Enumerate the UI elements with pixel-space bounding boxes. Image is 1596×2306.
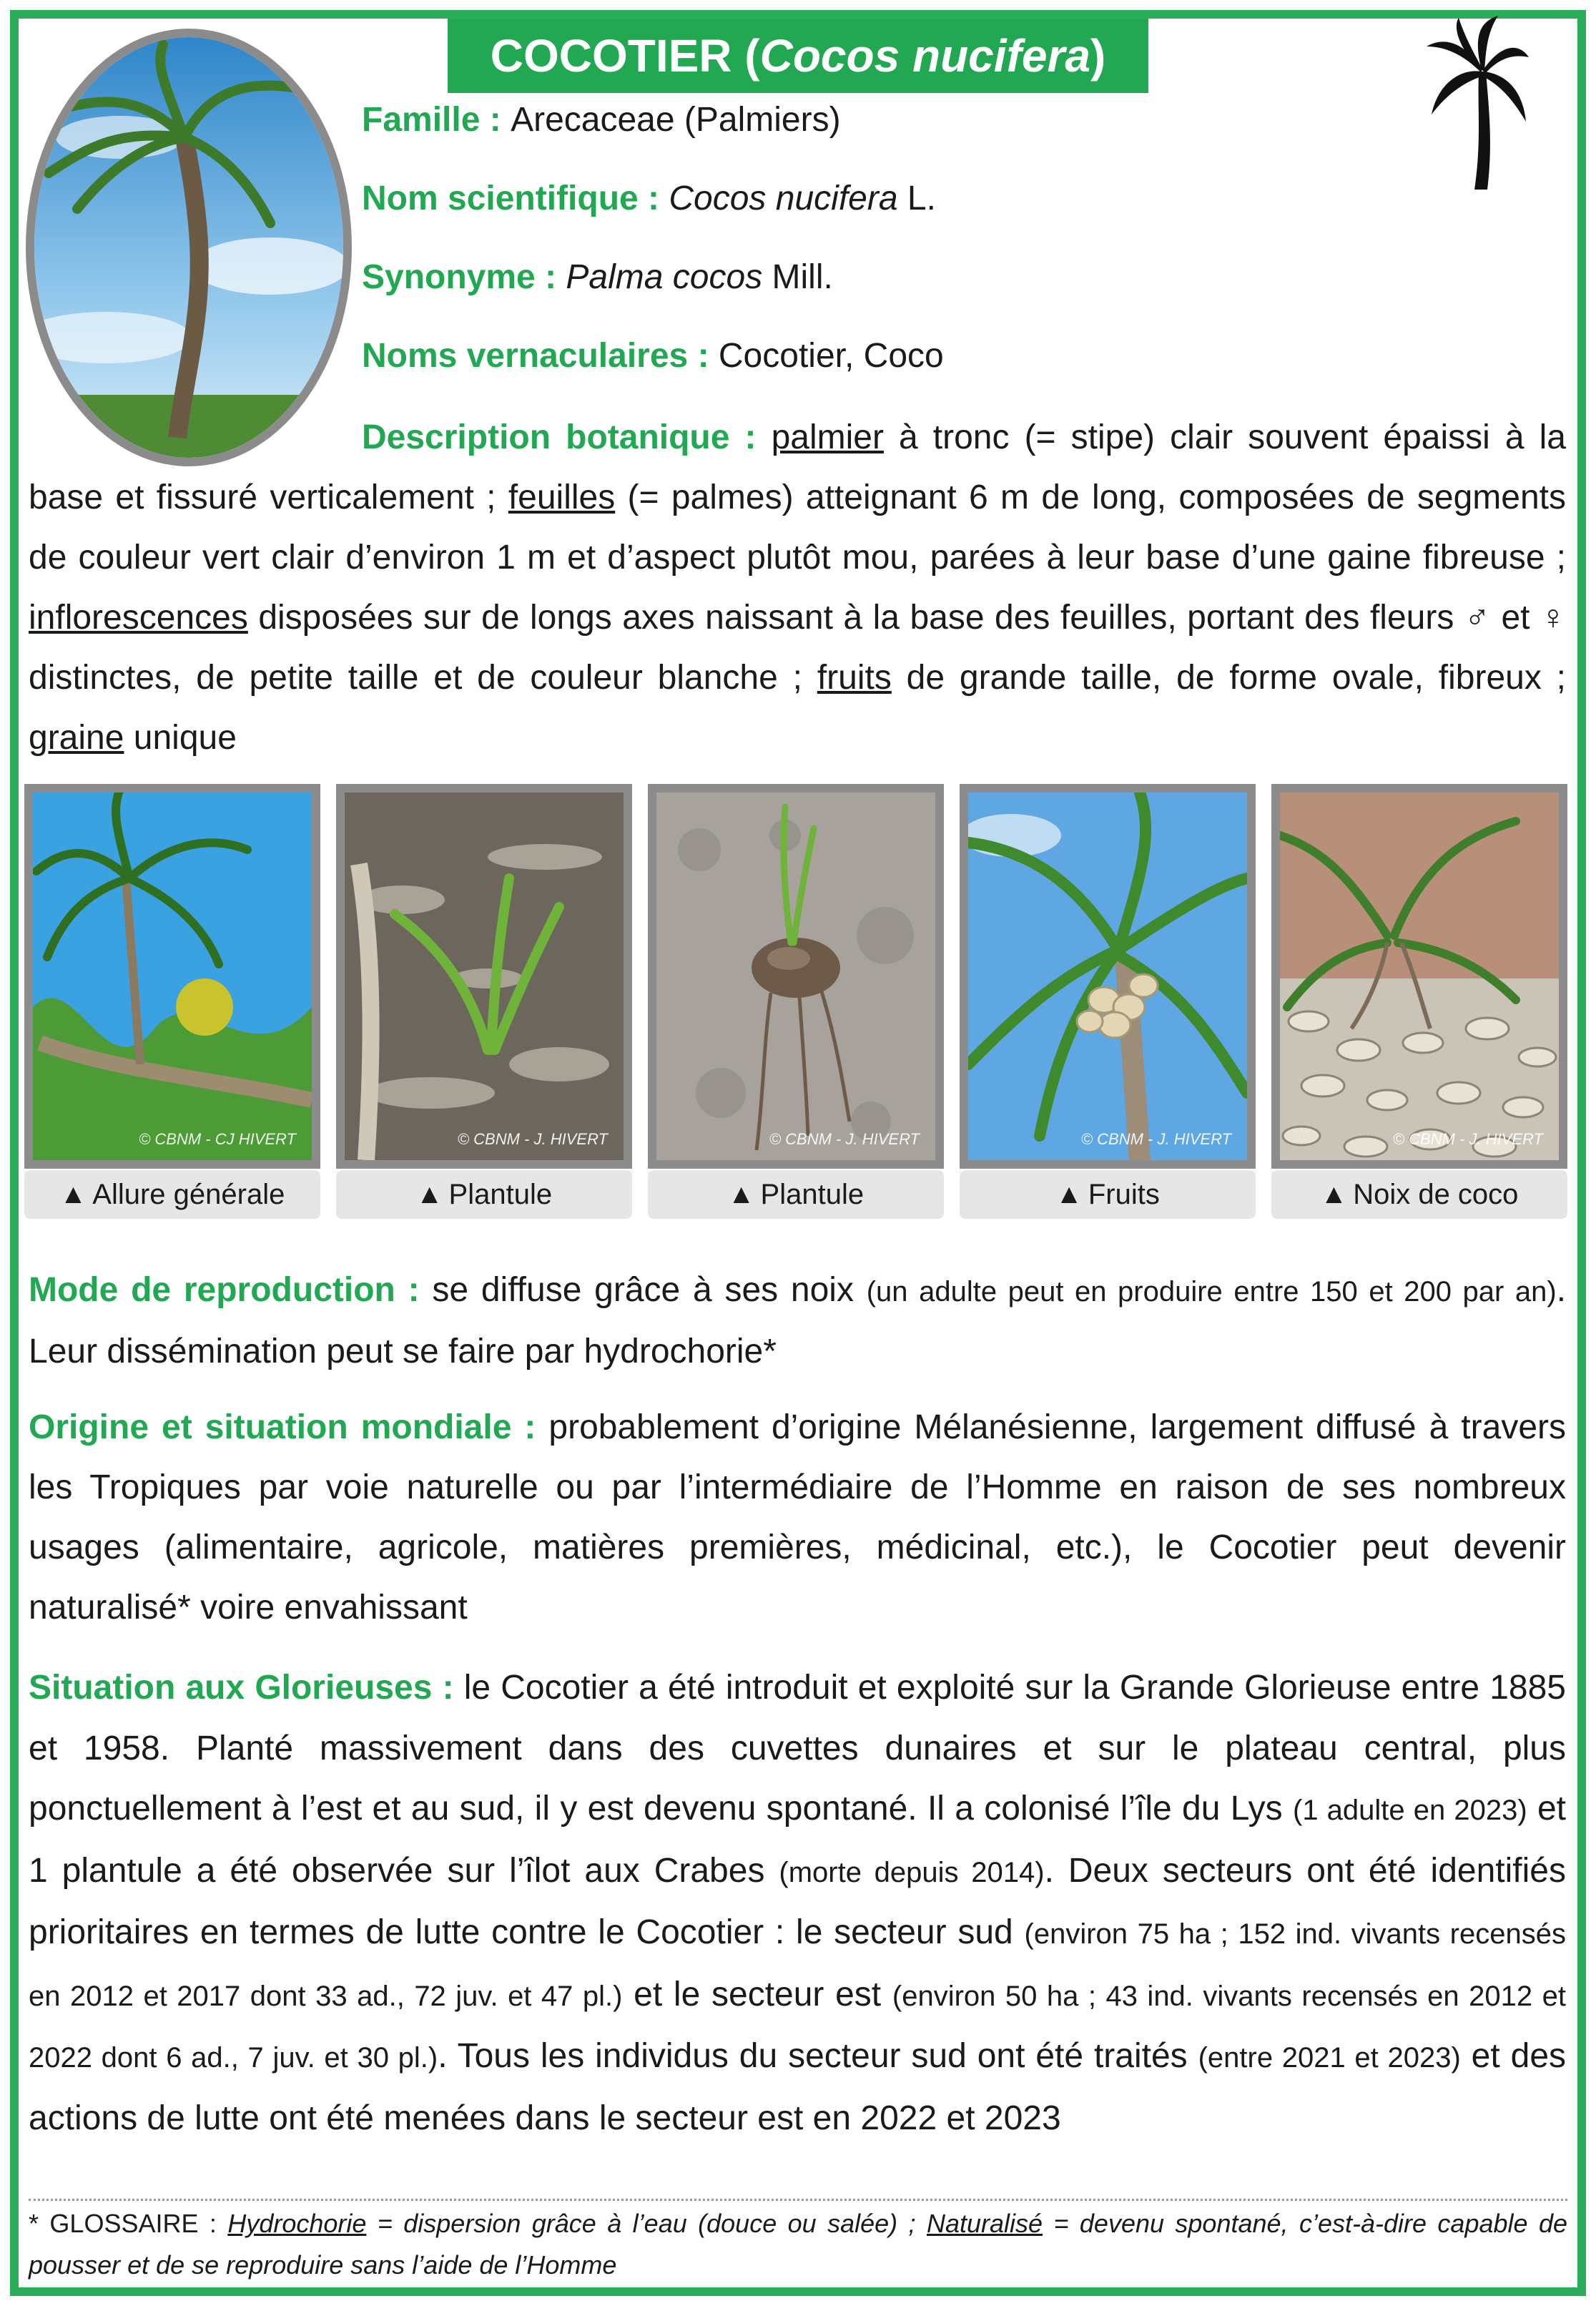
reproduction-text-2: . Leur dissémination peut se faire par hydrochorie* <box>29 1271 1567 1370</box>
noms-vernaculaires-value: Cocotier, Coco <box>718 337 944 375</box>
caption-text: Plantule <box>760 1178 864 1210</box>
synonyme-line <box>362 256 833 299</box>
situation-note-1: (1 adulte en 2023) <box>1293 1795 1527 1826</box>
triangle-up-icon: ▲ <box>1055 1179 1083 1210</box>
mode-de-reproduction <box>29 1260 1566 1382</box>
glossary-divider <box>29 2199 1567 2201</box>
situation-text-5: . Tous les individus du secteur sud ont été traités <box>438 2037 1198 2075</box>
page-title <box>448 19 1148 93</box>
caption-noix-de-coco <box>1271 1170 1567 1219</box>
nom-scientifique-author: L. <box>897 180 936 217</box>
term-fruits: fruits <box>817 659 892 697</box>
situation-text-6: et des actions de lutte ont été menées dans le secteur est en 2022 et 2023 <box>29 2037 1567 2137</box>
triangle-up-icon: ▲ <box>1320 1179 1348 1210</box>
triangle-up-icon: ▲ <box>59 1179 87 1210</box>
glossary-label: * GLOSSAIRE : <box>29 2209 228 2238</box>
term-palmier: palmier <box>771 418 884 456</box>
caption-plantule-2 <box>648 1170 944 1219</box>
caption-text: Noix de coco <box>1353 1178 1519 1210</box>
description-text-1: à tronc (= stipe) clair souvent épaissi à la base et fissuré verticalement ; <box>29 418 1566 516</box>
reproduction-label: Mode de reproduction : <box>29 1271 433 1309</box>
term-feuilles: feuilles <box>508 479 616 516</box>
origine-text: probablement d’origine Mélanésienne, largement diffusé à travers les Tropiques par voie naturelle ou par l’intermédiaire de l’Homme en raison de ses nombreux usages (alimentaire, agricole, matières premières, médicinal, etc.), le Cocotier peut devenir naturalisé* voire envahissant <box>29 1408 1567 1627</box>
title-common: COCOTIER ( <box>490 30 760 82</box>
famille-value: Arecaceae (Palmiers) <box>511 101 841 139</box>
situation-note-2: (morte depuis 2014) <box>779 1856 1045 1888</box>
famille-label: Famille : <box>362 101 511 139</box>
photo-credit: © CBNM - CJ HIVERT <box>139 1130 296 1148</box>
glossary-def-hydrochorie: = dispersion grâce à l’eau (douce ou salée) ; <box>366 2209 927 2238</box>
situation-text-3: . Deux secteurs ont été identifiés prioritaires en termes de lutte contre le Cocotier : le secteur sud <box>29 1851 1566 1951</box>
reproduction-text-1: se diffuse grâce à ses noix <box>432 1271 867 1309</box>
noms-vernaculaires-label: Noms vernaculaires : <box>362 337 719 375</box>
origine-et-situation-mondiale <box>29 1398 1566 1638</box>
caption-text: Fruits <box>1088 1178 1160 1210</box>
term-graine: graine <box>29 719 124 757</box>
description-label: Description botanique : <box>362 418 772 456</box>
nom-scientifique-value: Cocos nucifera <box>669 180 898 217</box>
description-botanique <box>29 408 1566 768</box>
photo-allure-generale <box>24 784 320 1169</box>
glossary-term-naturalise: Naturalisé <box>926 2209 1043 2238</box>
title-close: ) <box>1090 30 1106 82</box>
synonyme-label: Synonyme : <box>362 258 566 296</box>
photo-plantule-2 <box>648 784 944 1169</box>
famille-line <box>362 99 841 142</box>
description-text-4: de grande taille, de forme ovale, fibreux ; <box>891 659 1566 697</box>
situation-note-5: (entre 2021 et 2023) <box>1198 2042 1461 2074</box>
triangle-up-icon: ▲ <box>415 1179 443 1210</box>
palm-tree-silhouette-icon <box>1423 14 1530 193</box>
term-inflorescences: inflorescences <box>29 599 248 637</box>
nom-scientifique-label: Nom scientifique : <box>362 180 669 217</box>
photo-fruits <box>960 784 1256 1169</box>
caption-text: Allure générale <box>92 1178 285 1210</box>
photo-plantule-1 <box>336 784 632 1169</box>
title-latin: Cocos nucifera <box>759 30 1090 82</box>
situation-note-4: (environ 50 ha ; 43 ind. vivants recensés en 2012 et 2022 dont 6 ad., 7 juv. et 30 pl.) <box>29 1980 1567 2074</box>
situation-note-3: (environ 75 ha ; 152 ind. vivants recensés en 2012 et 2017 dont 33 ad., 72 juv. et 47 pl.) <box>29 1918 1566 2012</box>
caption-fruits <box>960 1170 1256 1219</box>
reproduction-note: (un adulte peut en produire entre 150 et 200 par an) <box>866 1276 1557 1307</box>
description-text-2: (= palmes) atteignant 6 m de long, composées de segments de couleur vert clair d’environ 1 m et d’aspect plutôt mou, parées à leur base d’une gaine fibreuse ; <box>29 479 1566 576</box>
photo-credit: © CBNM - J. HIVERT <box>1080 1130 1231 1148</box>
situation-text-1: le Cocotier a été introduit et exploité sur la Grande Glorieuse entre 1885 et 1958. Planté massivement dans des cuvettes dunaires et sur le plateau central, plus ponctuellement à l’est et au sud, il y est devenu spontané. Il a colonisé l’île du Lys <box>29 1669 1567 1827</box>
synonyme-author: Mill. <box>762 258 833 296</box>
photo-credit: © CBNM - J. HIVERT <box>457 1130 608 1148</box>
palm-portrait-photo <box>26 29 352 466</box>
origine-label: Origine et situation mondiale : <box>29 1408 549 1446</box>
caption-allure-generale <box>24 1170 320 1219</box>
noms-vernaculaires-line <box>362 335 944 378</box>
situation-aux-glorieuses <box>29 1658 1566 2149</box>
caption-plantule-1 <box>336 1170 632 1219</box>
photo-credit: © CBNM - J. HIVERT <box>769 1130 920 1148</box>
situation-text-2: et 1 plantule a été observée sur l’îlot aux Crabes <box>29 1790 1566 1890</box>
photo-noix-de-coco <box>1271 784 1567 1169</box>
glossary-def-naturalise: = devenu spontané, c’est-à-dire capable de pousser et de se reproduire sans l’aide de l’Homme <box>29 2209 1567 2280</box>
description-text-3: disposées sur de longs axes naissant à la base des feuilles, portant des fleurs ♂ et ♀ distinctes, de petite taille et de couleur blanche ; <box>29 599 1566 697</box>
description-text-5: unique <box>124 719 237 757</box>
triangle-up-icon: ▲ <box>727 1179 755 1210</box>
nom-scientifique-line <box>362 177 936 220</box>
situation-label: Situation aux Glorieuses : <box>29 1669 464 1707</box>
situation-text-4: et le secteur est <box>622 1975 892 2013</box>
caption-text: Plantule <box>448 1178 553 1210</box>
glossary <box>29 2203 1567 2286</box>
glossary-term-hydrochorie: Hydrochorie <box>227 2209 367 2238</box>
synonyme-value: Palma cocos <box>566 258 763 296</box>
photo-credit: © CBNM - J. HIVERT <box>1392 1130 1543 1148</box>
